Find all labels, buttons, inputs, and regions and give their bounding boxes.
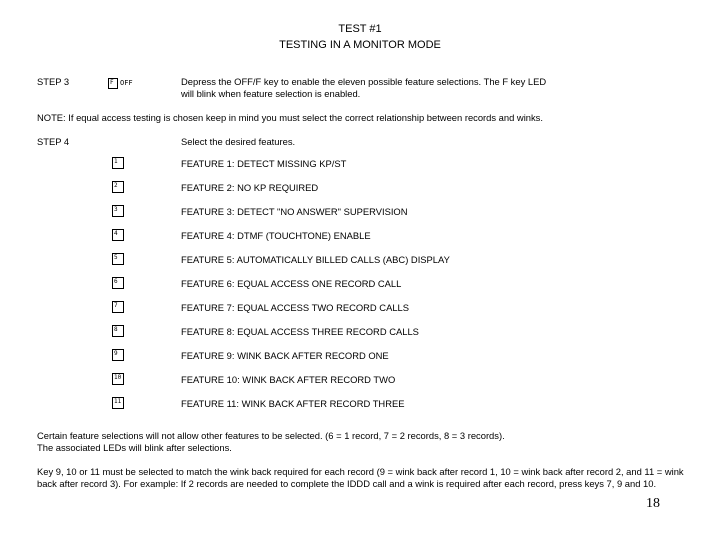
feature-key-3-icon: 3	[112, 205, 124, 217]
feature-key-1-icon: 1	[112, 157, 124, 169]
feature-6-text: FEATURE 6: EQUAL ACCESS ONE RECORD CALL	[181, 278, 402, 289]
page-number: 18	[646, 496, 660, 511]
feature-key-2-icon: 2	[112, 181, 124, 193]
feature-3-text: FEATURE 3: DETECT "NO ANSWER" SUPERVISION	[181, 206, 408, 217]
feature-key-11-icon: 11	[112, 397, 124, 409]
feature-2-text: FEATURE 2: NO KP REQUIRED	[181, 182, 319, 193]
feature-11-text: FEATURE 11: WINK BACK AFTER RECORD THREE	[181, 398, 405, 409]
feature-key-5-icon: 5	[112, 253, 124, 265]
feature-5-text: FEATURE 5: AUTOMATICALLY BILLED CALLS (ABC) DISPLAY	[181, 254, 450, 265]
feature-8-text: FEATURE 8: EQUAL ACCESS THREE RECORD CALLS	[181, 326, 419, 337]
feature-key-8-icon: 8	[112, 325, 124, 337]
feature-key-9-icon: 9	[112, 349, 124, 361]
feature-key-10-icon: 10	[112, 373, 124, 385]
feature-key-4-icon: 4	[112, 229, 124, 241]
f-key-icon: F	[108, 78, 118, 89]
step3-label: STEP 3	[37, 76, 70, 87]
page-title-line1: TEST #1	[338, 23, 382, 35]
feature-key-6-icon: 6	[112, 277, 124, 289]
feature-key-7-icon: 7	[112, 301, 124, 313]
feature-10-text: FEATURE 10: WINK BACK AFTER RECORD TWO	[181, 374, 396, 385]
step4-text: Select the desired features.	[181, 136, 296, 147]
para1-line1: Certain feature selections will not allow other features to be selected. (6 = 1 record, 7 = 2 records, 8 = 3 records).	[37, 430, 505, 441]
page-title-line2: TESTING IN A MONITOR MODE	[279, 39, 441, 51]
step4-label: STEP 4	[37, 136, 70, 147]
note-text: NOTE: If equal access testing is chosen keep in mind you must select the correct relationship between records and winks.	[37, 112, 543, 123]
para1-line2: The associated LEDs will blink after selections.	[37, 442, 232, 453]
feature-4-text: FEATURE 4: DTMF (TOUCHTONE) ENABLE	[181, 230, 371, 241]
off-key-caption: OFF	[120, 79, 133, 87]
step3-text-line2: will blink when feature selection is enabled.	[181, 88, 361, 99]
step3-text-line1: Depress the OFF/F key to enable the eleven possible feature selections. The F key LED	[181, 76, 547, 87]
para2-text: Key 9, 10 or 11 must be selected to match the wink back required for each record (9 = wink back after record 1, 10 = wink back after record 2, and 11 = wink back after record 3). For example: If 2 records are needed to complete the IDDD call and a wink is required after each record, press keys 7, 9 and 10.	[37, 466, 684, 489]
feature-1-text: FEATURE 1: DETECT MISSING KP/ST	[181, 158, 347, 169]
feature-9-text: FEATURE 9: WINK BACK AFTER RECORD ONE	[181, 350, 389, 361]
feature-7-text: FEATURE 7: EQUAL ACCESS TWO RECORD CALLS	[181, 302, 410, 313]
